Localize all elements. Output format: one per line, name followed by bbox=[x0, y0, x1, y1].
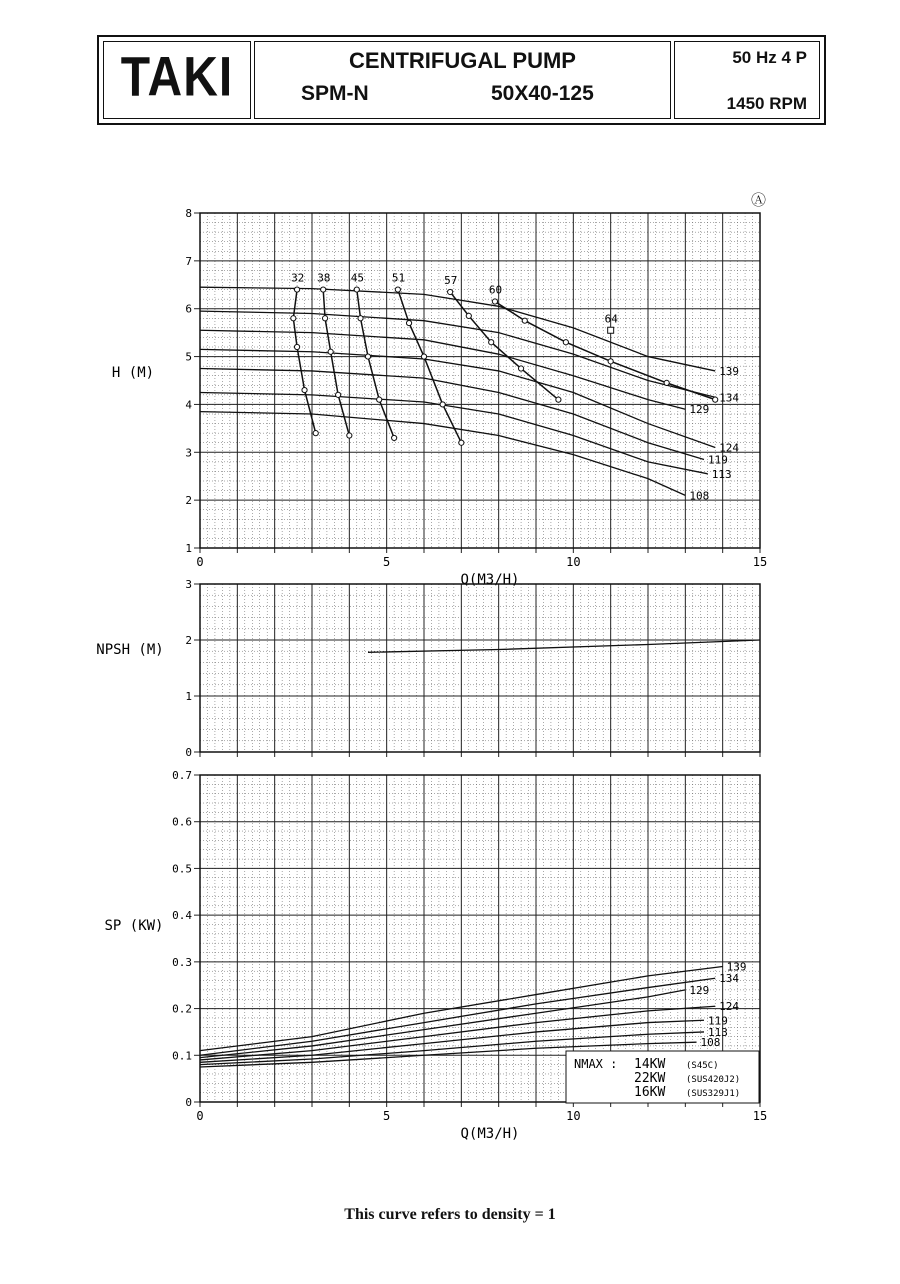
efficiency-curve bbox=[323, 290, 349, 436]
efficiency-point bbox=[321, 287, 326, 292]
efficiency-point bbox=[322, 316, 327, 321]
y-tick-label: 0.4 bbox=[172, 909, 192, 923]
nmax-value: 22KW bbox=[634, 1071, 666, 1086]
efficiency-point bbox=[518, 366, 523, 371]
y-tick-label: 6 bbox=[185, 302, 192, 316]
nmax-label: NMAX : bbox=[574, 1057, 618, 1071]
series-label: 129 bbox=[689, 403, 710, 417]
series-line bbox=[200, 990, 685, 1058]
efficiency-point bbox=[294, 344, 299, 349]
x-axis-label: Q(M3/H) bbox=[460, 1126, 520, 1142]
efficiency-point bbox=[294, 287, 299, 292]
efficiency-label: 51 bbox=[391, 271, 406, 285]
x-tick-label: 15 bbox=[752, 555, 768, 569]
y-tick-label: 0.6 bbox=[172, 815, 192, 829]
efficiency-point bbox=[489, 340, 494, 345]
efficiency-label: 38 bbox=[317, 271, 331, 285]
nmax-box bbox=[566, 1051, 759, 1103]
efficiency-point bbox=[421, 354, 426, 359]
efficiency-point bbox=[313, 431, 318, 436]
nmax-value: 14KW bbox=[634, 1057, 666, 1072]
y-tick-label: 5 bbox=[185, 350, 192, 364]
frequency-poles: 50 Hz 4 P bbox=[732, 48, 807, 67]
curve-marker: Ⓐ bbox=[751, 191, 767, 209]
series-label: 108 bbox=[689, 489, 710, 503]
pump-title: CENTRIFUGAL PUMP bbox=[349, 48, 576, 73]
y-tick-label: 2 bbox=[185, 494, 192, 508]
y-tick-label: 0.3 bbox=[172, 955, 192, 969]
efficiency-point bbox=[336, 392, 341, 397]
efficiency-point bbox=[492, 299, 497, 304]
efficiency-point bbox=[466, 313, 471, 318]
efficiency-point bbox=[459, 440, 464, 445]
npsh-chart bbox=[96, 578, 760, 759]
efficiency-point bbox=[395, 287, 400, 292]
y-tick-label: 3 bbox=[185, 578, 192, 591]
series-label: 124 bbox=[719, 1000, 740, 1014]
efficiency-point bbox=[392, 435, 397, 440]
efficiency-point bbox=[563, 340, 568, 345]
nmax-material: (SUS420J2) bbox=[686, 1075, 741, 1085]
efficiency-point bbox=[608, 359, 613, 364]
efficiency-curve bbox=[357, 290, 394, 438]
efficiency-point bbox=[347, 433, 352, 438]
y-tick-label: 3 bbox=[185, 446, 192, 460]
efficiency-point bbox=[354, 287, 359, 292]
y-tick-label: 4 bbox=[185, 398, 192, 412]
x-tick-label: 5 bbox=[383, 555, 391, 569]
efficiency-point bbox=[522, 318, 527, 323]
y-tick-label: 8 bbox=[185, 207, 192, 220]
efficiency-point bbox=[556, 397, 561, 402]
series-label: 139 bbox=[726, 960, 747, 974]
series-line bbox=[368, 640, 760, 652]
series-label: 113 bbox=[708, 1025, 728, 1039]
plot-frame bbox=[200, 213, 760, 548]
y-tick-label: 1 bbox=[185, 542, 192, 555]
x-tick-label: 10 bbox=[566, 555, 581, 569]
y-axis-label: H (M) bbox=[111, 365, 155, 381]
y-tick-label: 7 bbox=[185, 254, 192, 268]
series-label: 119 bbox=[708, 1014, 728, 1028]
y-tick-label: 1 bbox=[185, 690, 192, 703]
efficiency-label: 57 bbox=[444, 273, 458, 287]
y-tick-label: 0.5 bbox=[172, 862, 192, 876]
x-axis-label: Q(M3/H) bbox=[460, 572, 520, 588]
series-label: 134 bbox=[719, 972, 740, 986]
nmax-material: (S45C) bbox=[686, 1061, 719, 1071]
y-tick-label: 0 bbox=[185, 1096, 192, 1109]
efficiency-point bbox=[608, 327, 614, 333]
y-tick-label: 0 bbox=[185, 746, 192, 759]
plot-frame bbox=[200, 584, 760, 752]
nmax-value: 16KW bbox=[634, 1085, 666, 1100]
rotation-speed: 1450 RPM bbox=[726, 94, 807, 113]
brand-logo: TAKI bbox=[120, 47, 234, 108]
efficiency-point bbox=[448, 289, 453, 294]
efficiency-point bbox=[302, 387, 307, 392]
efficiency-label: 64 bbox=[604, 312, 618, 326]
series-label: 129 bbox=[689, 983, 710, 997]
series-label: 113 bbox=[711, 467, 732, 481]
x-tick-label: 15 bbox=[752, 1109, 768, 1123]
series-label: 139 bbox=[719, 364, 740, 378]
efficiency-point bbox=[328, 349, 333, 354]
efficiency-label: 32 bbox=[291, 271, 305, 285]
series-label: 124 bbox=[719, 441, 740, 455]
efficiency-point bbox=[406, 320, 411, 325]
x-tick-label: 0 bbox=[196, 555, 204, 569]
series-line bbox=[200, 349, 715, 447]
y-tick-label: 0.2 bbox=[172, 1002, 192, 1016]
pump-size: 50X40-125 bbox=[491, 82, 594, 105]
y-axis-label: SP (KW) bbox=[104, 918, 164, 934]
x-tick-label: 5 bbox=[383, 1109, 391, 1123]
head-chart bbox=[112, 207, 767, 588]
y-tick-label: 0.1 bbox=[172, 1049, 192, 1063]
y-axis-label: NPSH (M) bbox=[96, 642, 164, 658]
efficiency-label: 60 bbox=[488, 283, 503, 297]
series-label: 108 bbox=[700, 1036, 721, 1050]
density-footnote: This curve refers to density = 1 bbox=[344, 1206, 556, 1223]
pump-model: SPM-N bbox=[301, 82, 369, 105]
y-tick-label: 0.7 bbox=[172, 769, 192, 782]
efficiency-point bbox=[440, 402, 445, 407]
series-line bbox=[200, 287, 715, 371]
efficiency-point bbox=[377, 397, 382, 402]
efficiency-point bbox=[664, 380, 669, 385]
efficiency-point bbox=[365, 354, 370, 359]
efficiency-point bbox=[291, 316, 296, 321]
x-tick-label: 10 bbox=[566, 1109, 581, 1123]
x-tick-label: 0 bbox=[196, 1109, 204, 1123]
series-label: 134 bbox=[719, 391, 740, 405]
series-line bbox=[200, 412, 685, 496]
y-tick-label: 2 bbox=[185, 634, 192, 647]
nmax-material: (SUS329J1) bbox=[686, 1089, 741, 1099]
series-label: 119 bbox=[708, 453, 728, 467]
efficiency-label: 45 bbox=[350, 271, 365, 285]
efficiency-point bbox=[713, 397, 718, 402]
efficiency-point bbox=[358, 316, 363, 321]
